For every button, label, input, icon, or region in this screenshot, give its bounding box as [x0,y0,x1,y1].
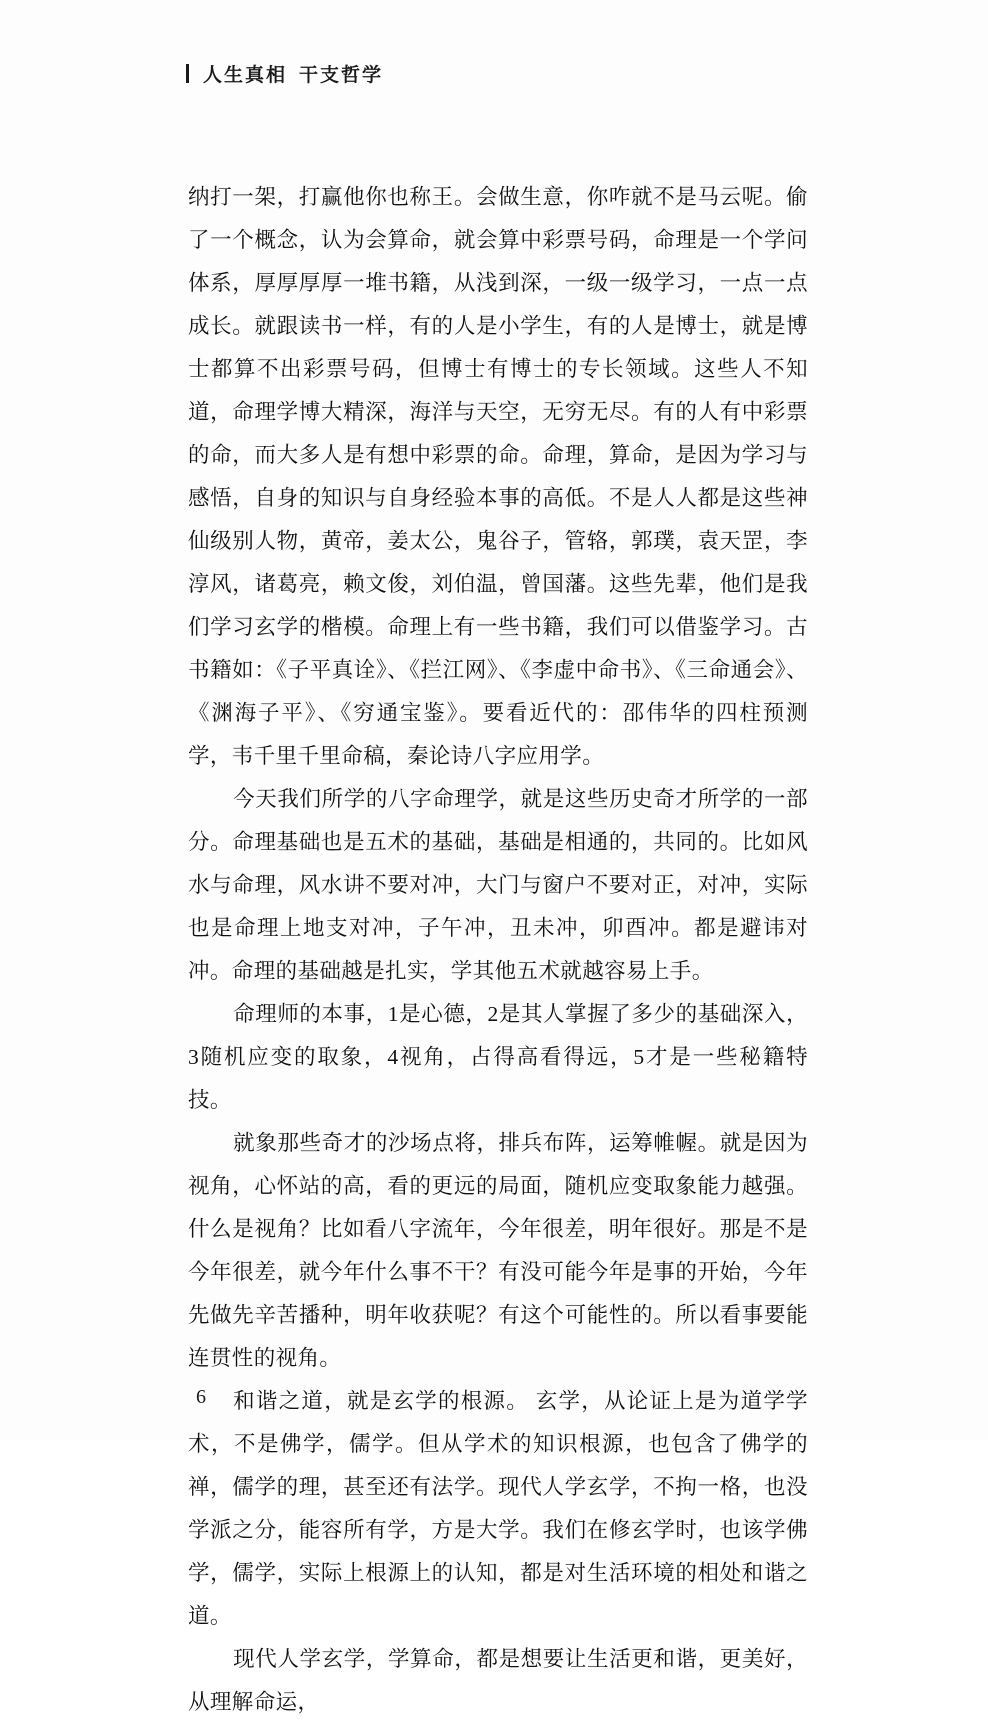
paragraph: 就象那些奇才的沙场点将，排兵布阵，运筹帷幄。就是因为视角，心怀站的高，看的更远的局面，随机应变取象能力越强。什么是视角？比如看八字流年，今年很差，明年很好。那是不是今年很差，就今年什么事不干？有没可能今年是事的开始，今年先做先辛苦播种，明年收获呢？有这个可能性的。所以看事要能连贯性的视角。 [188,1131,808,1370]
paragraph: 和谐之道，就是玄学的根源。 玄学，从论证上是为道学学术，不是佛学，儒学。但从学术的知识根源，也包含了佛学的禅，儒学的理，甚至还有法学。现代人学玄学，不拘一格，也没学派之分，能容所有学，方是大学。我们在修玄学时，也该学佛学，儒学，实际上根源上的认知，都是对生活环境的相处和谐之道。 [188,1389,808,1628]
book-title: 人生真相 [203,65,288,86]
paragraph: 命理师的本事，1是心德，2是其人掌握了多少的基础深入，3随机应变的取象，4视角，占得高看得远，5才是一些秘籍特技。 [188,1002,808,1112]
paragraph: 现代人学玄学，学算命，都是想要让生活更和谐，更美好，从理解命运， [188,1647,808,1714]
chapter-title: 干支哲学 [299,65,384,86]
paragraph: 今天我们所学的八字命理学，就是这些历史奇才所学的一部分。命理基础也是五术的基础，基础是相通的，共同的。比如风水与命理，风水讲不要对冲，大门与窗户不要对正，对冲，实际也是命理上地支对冲，子午冲，丑未冲，卯酉冲。都是避讳对冲。命理的基础越是扎实，学其他五术就越容易上手。 [188,787,808,983]
running-header [186,60,383,87]
paragraph: 纳打一架，打赢他你也称王。会做生意，你咋就不是马云呢。偷了一个概念，认为会算命，就会算中彩票号码，命理是一个学问体系，厚厚厚厚一堆书籍，从浅到深，一级一级学习，一点一点成长。就跟读书一样，有的人是小学生，有的人是博士，就是博士都算不出彩票号码，但博士有博士的专长领域。这些人不知道，命理学博大精深，海洋与天空，无穷无尽。有的人有中彩票的命，而大多人是有想中彩票的命。命理，算命，是因为学习与感悟，自身的知识与自身经验本事的高低。不是人人都是这些神仙级别人物，黄帝，姜太公，鬼谷子，管辂，郭璞，袁天罡，李淳风，诸葛亮，赖文俊，刘伯温，曾国藩。这些先辈，他们是我们学习玄学的楷模。命理上有一些书籍，我们可以借鉴学习。古书籍如：《子平真诠》、《拦江网》、《李虚中命书》、《三命通会》、《渊海子平》、《穷通宝鉴》。要看近代的：邵伟华的四柱预测学，韦千里千里命稿，秦论诗八字应用学。 [188,185,808,768]
page-body [188,176,808,1724]
vertical-bar-icon [186,64,189,83]
page-number: 6 [196,1386,206,1408]
